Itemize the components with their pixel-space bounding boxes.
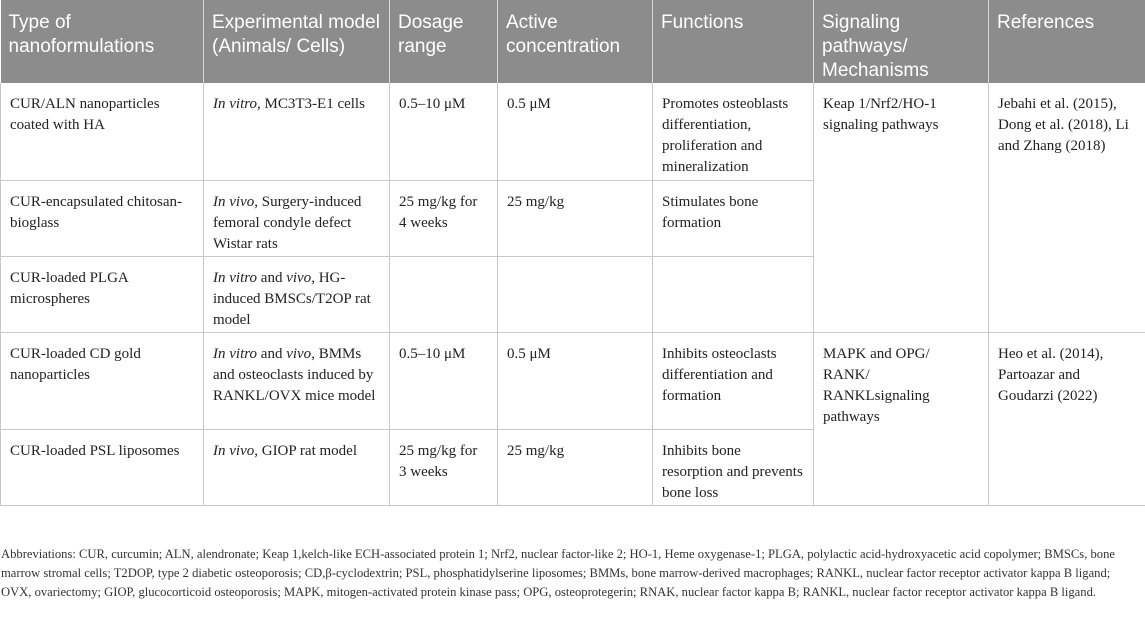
header-functions: Functions	[653, 0, 814, 83]
model-text: , BMMs and osteoclasts induced by RANKL/OVX mice model	[213, 345, 376, 404]
model-text: , HG-induced BMSCs/T2OP rat model	[213, 269, 371, 328]
cell-dosage: 25 mg/kg for 3 weeks	[390, 429, 498, 505]
model-text: and	[257, 269, 287, 286]
cell-references: Jebahi et al. (2015), Dong et al. (2018), Li and Zhang (2018)	[989, 83, 1145, 332]
model-italic: In vivo	[213, 193, 255, 210]
model-italic: In vitro	[213, 269, 258, 286]
model-italic: In vitro	[213, 96, 258, 112]
cell-functions	[653, 256, 814, 332]
cell-type: CUR-loaded CD gold nanoparticles	[1, 332, 204, 429]
model-italic: In vivo	[213, 442, 255, 459]
model-text: , Surgery-induced femoral condyle defect Wistar rats	[213, 193, 362, 252]
table-row	[1, 332, 1145, 429]
cell-model	[204, 256, 390, 332]
table-row	[1, 83, 1145, 180]
header-active-concentration: Active concentration	[498, 0, 653, 83]
header-signaling: Signaling pathways/ Mechanisms	[814, 0, 989, 83]
model-italic: In vitro	[213, 345, 258, 362]
table-header-row	[1, 0, 1145, 83]
cell-dosage: 0.5–10 μM	[390, 83, 498, 180]
header-type: Type of nanoformulations	[1, 0, 204, 83]
cell-active: 0.5 μM	[498, 332, 653, 429]
model-italic: vivo	[286, 269, 312, 286]
cell-signaling: Keap 1/Nrf2/HO-1 signaling pathways	[814, 83, 989, 332]
model-text: and	[257, 345, 287, 362]
header-dosage: Dosage range	[390, 0, 498, 83]
cell-type: CUR/ALN nanoparticles coated with HA	[1, 83, 204, 180]
cell-model	[204, 83, 390, 180]
cell-type: CUR-loaded PSL liposomes	[1, 429, 204, 505]
cell-type: CUR-encapsulated chitosan-bioglass	[1, 180, 204, 256]
cell-active	[498, 256, 653, 332]
model-text: , GIOP rat model	[254, 442, 357, 459]
cell-model	[204, 180, 390, 256]
model-text: , MC3T3-E1 cells	[257, 96, 365, 112]
cell-active: 25 mg/kg	[498, 429, 653, 505]
cell-active: 0.5 μM	[498, 83, 653, 180]
header-references: References	[989, 0, 1145, 83]
model-italic: vivo	[286, 345, 312, 362]
cell-functions: Stimulates bone formation	[653, 180, 814, 256]
cell-model	[204, 429, 390, 505]
cell-active: 25 mg/kg	[498, 180, 653, 256]
cell-dosage: 25 mg/kg for 4 weeks	[390, 180, 498, 256]
cell-references: Heo et al. (2014), Partoazar and Goudarzi (2022)	[989, 332, 1145, 505]
cell-functions: Inhibits osteoclasts differentiation and formation	[653, 332, 814, 429]
cell-dosage	[390, 256, 498, 332]
cell-functions: Inhibits bone resorption and prevents bone loss	[653, 429, 814, 505]
header-model: Experimental model (Animals/ Cells)	[204, 0, 390, 83]
abbreviations-footnote: Abbreviations: CUR, curcumin; ALN, alendronate; Keap 1,kelch-like ECH-associated protein 1; Nrf2, nuclear factor-like 2; HO-1, Heme oxygenase-1; PLGA, polylactic acid-hydroxyacetic acid copolymer; BMSCs, bone marrow stromal cells; T2DOP, type 2 diabetic osteoporosis; CD,β-cyclodextrin; PSL, phosphatidylserine liposomes; BMMs, bone marrow-derived macrophages; RANKL, nuclear factor receptor activator kappa B ligand; OVX, ovariectomy; GIOP, glucocorticoid osteoporosis; MAPK, mitogen-activated protein kinase pass; OPG, osteoprotegerin; RNAK, nuclear factor kappa B; RANKL, nuclear factor receptor activator kappa B ligand.	[1, 547, 1115, 599]
cell-signaling: MAPK and OPG/ RANK/ RANKLsignaling pathways	[814, 332, 989, 505]
cell-type: CUR-loaded PLGA microspheres	[1, 256, 204, 332]
cell-functions: Promotes osteoblasts differentiation, proliferation and mineralization	[653, 83, 814, 180]
cell-model	[204, 332, 390, 429]
cell-dosage: 0.5–10 μM	[390, 332, 498, 429]
